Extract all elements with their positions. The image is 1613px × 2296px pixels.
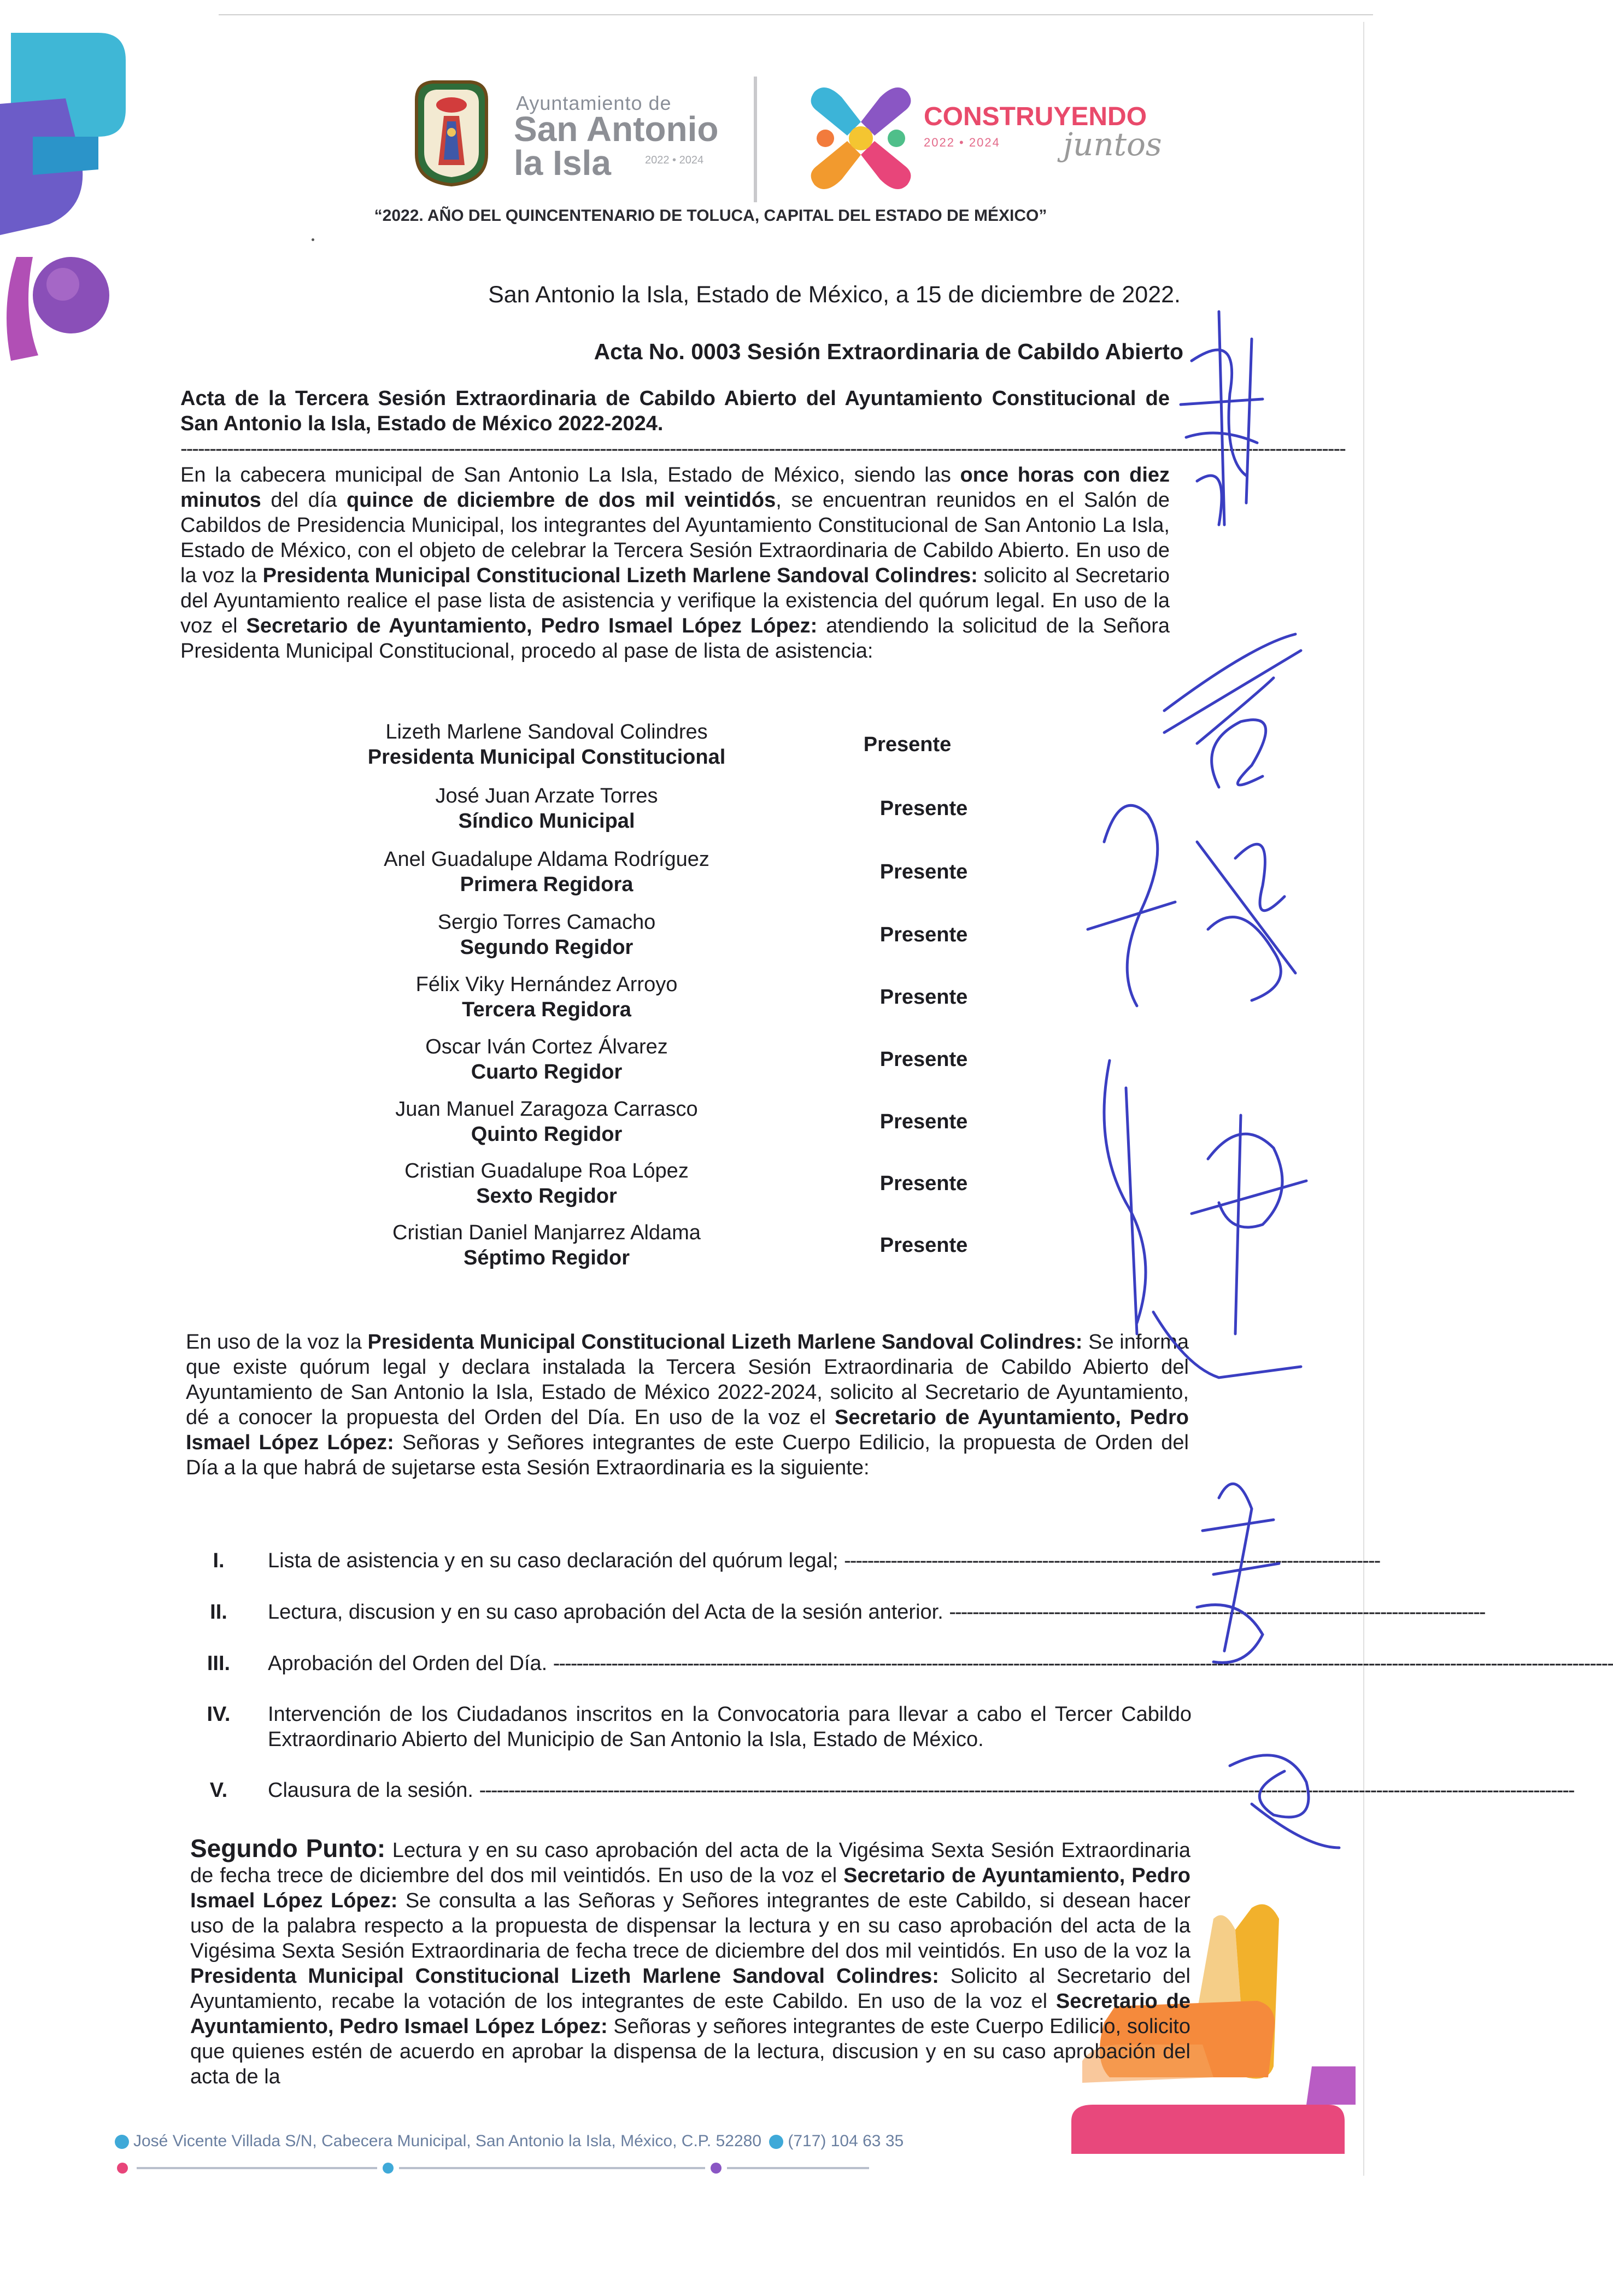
member-name: Sergio Torres Camacho: [437, 911, 656, 934]
campaign-script: juntos: [1063, 126, 1162, 163]
opening-paragraph: [180, 462, 1170, 664]
second-point-text-4: Señoras y señores integrantes de este Cuerpo Edilicio, solicito que quienes estén de acuerdo en aprobar la dispensa de la lectura, discusion y en su caso aprobación del acta de la: [190, 2015, 1190, 2088]
member-role: Segundo Regidor: [460, 936, 634, 959]
member-role: Tercera Regidora: [462, 998, 631, 1021]
agenda-text: Lectura, discusion y en su caso aprobación del Acta de la sesión anterior.: [268, 1601, 943, 1624]
date-line: San Antonio la Isla, Estado de México, a 15 de diciembre de 2022.: [488, 282, 1181, 308]
quorum-paragraph: [186, 1329, 1189, 1480]
member-name: Cristian Guadalupe Roa López: [404, 1159, 689, 1182]
attendance-row: [306, 720, 1017, 775]
attendance-status: Presente: [879, 797, 968, 820]
president-mention: Presidenta Municipal Constitucional Lizeth Marlene Sandoval Colindres:: [367, 1331, 1083, 1354]
opening-text-3: , se encuentran reunidos en el Salón de Cabildos de Presidencia Municipal, los integrantes del Ayuntamiento Constitucional de San Antonio La Isla, Estado de México, con el objeto de celebrar la Tercera Sesión Extraordinaria de Cabildo Abierto. En uso de la voz la: [180, 489, 1170, 587]
quorum-text-3: Señoras y Señores integrantes de este Cuerpo Edilicio, la propuesta de Orden del Día a la que habrá de sujetarse esta Sesión Extraordinaria es la siguiente:: [186, 1431, 1189, 1479]
attendance-row: [306, 784, 1017, 839]
municipality-name-line2: la Isla: [514, 143, 611, 183]
agenda-text: Intervención de los Ciudadanos inscritos en la Convocatoria para llevar a cabo el Tercer Cabildo Extraordinario Abierto del Municipio de San Antonio la Isla, Estado de México.: [268, 1703, 1192, 1751]
member-name: Cristian Daniel Manjarrez Aldama: [392, 1221, 701, 1244]
agenda-text-wrap: [268, 1548, 1380, 1573]
attendance-status: Presente: [879, 1110, 968, 1133]
agenda-number: II.: [210, 1601, 227, 1624]
member-name: José Juan Arzate Torres: [435, 784, 658, 807]
attendance-row: [306, 973, 1017, 1027]
act-number: Acta No. 0003 Sesión Extraordinaria de Cabildo Abierto: [594, 339, 1183, 364]
attendance-row: [306, 1035, 1017, 1090]
campaign-years: 2022 • 2024: [924, 136, 1000, 149]
second-point-text-3: Solicito al Secretario del Ayuntamiento, recabe la votación de los integrantes de este Cabildo. En uso de la voz el: [190, 1965, 1190, 2013]
footer-contact: [115, 2132, 904, 2151]
handwritten-signatures: [1055, 295, 1383, 1990]
municipality-name: [514, 109, 719, 183]
attendance-row: [306, 847, 1017, 902]
dash-fill-line: --------------------------------------------------------------------------------------------------------------------------------------------------------------------------------------------: [479, 1779, 1574, 1802]
member-role: Sexto Regidor: [476, 1185, 617, 1208]
attendance-row: [306, 1159, 1017, 1214]
president-mention: Presidenta Municipal Constitucional Lizeth Marlene Sandoval Colindres:: [190, 1965, 939, 1988]
footer-phone: (717) 104 63 35: [788, 2132, 904, 2150]
ayuntamiento-label: Ayuntamiento de: [516, 92, 672, 114]
attendance-row: [306, 910, 1017, 965]
construyendo-juntos-logo: [803, 81, 918, 196]
second-point-paragraph: [190, 1836, 1190, 2089]
opening-text-1: En la cabecera municipal de San Antonio La Isla, Estado de México, siendo las: [180, 464, 960, 487]
member-role: Quinto Regidor: [471, 1123, 623, 1146]
municipal-seal-logo: [411, 78, 492, 187]
attendance-status: Presente: [863, 733, 952, 756]
act-title-text: Acta de la Tercera Sesión Extraordinaria de Cabildo Abierto del Ayuntamiento Constitucional de San Antonio la Isla, Estado de México 2022-2024.: [180, 387, 1170, 435]
member-name: Lizeth Marlene Sandoval Colindres: [385, 721, 708, 743]
member-role: Presidenta Municipal Constitucional: [367, 746, 726, 769]
agenda-number: I.: [213, 1549, 225, 1572]
left-decorative-graphic: [0, 27, 164, 421]
vertical-microtext: [750, 77, 761, 202]
year-motto: “2022. AÑO DEL QUINCENTENARIO DE TOLUCA, CAPITAL DEL ESTADO DE MÉXICO”: [374, 207, 1047, 225]
agenda-number: IV.: [207, 1703, 231, 1726]
opening-text-4: solicito al Secretario del Ayuntamiento realice el pase lista de asistencia y verifique la existencia del quórum legal. En uso de la voz el: [180, 564, 1170, 637]
agenda-number: III.: [207, 1652, 231, 1675]
member-role: Cuarto Regidor: [471, 1061, 623, 1083]
dash-fill-line: --------------------------------------------------------------------------------------------: [844, 1549, 1380, 1572]
agenda-text: Clausura de la sesión.: [268, 1779, 473, 1802]
footer-address: José Vicente Villada S/N, Cabecera Municipal, San Antonio la Isla, México, C.P. 52280: [133, 2132, 762, 2150]
member-name: Oscar Iván Cortez Álvarez: [425, 1035, 668, 1058]
attendance-row: [306, 1097, 1017, 1152]
footer-cut-off-line: [115, 2159, 989, 2171]
attendance-status: Presente: [879, 1234, 968, 1257]
attendance-status: Presente: [879, 1172, 968, 1195]
secretary-mention: Secretario de Ayuntamiento, Pedro Ismael López López:: [246, 614, 818, 637]
opening-text-2: del día: [261, 489, 347, 512]
opening-time: once horas con diez minutos: [180, 464, 1170, 512]
attendance-status: Presente: [879, 860, 968, 883]
opening-text-5: atendiendo la solicitud de la Señora Presidenta Municipal Constitucional, procedo al pase de lista de asistencia:: [180, 614, 1170, 663]
member-role: Primera Regidora: [460, 873, 634, 896]
agenda-text: Aprobación del Orden del Día.: [268, 1652, 548, 1675]
secretary-mention: Secretario de Ayuntamiento, Pedro Ismael López López:: [190, 1864, 1190, 1912]
member-name: Anel Guadalupe Aldama Rodríguez: [384, 848, 709, 871]
attendance-row: [306, 1221, 1017, 1275]
phone-icon: [769, 2135, 783, 2149]
dash-fill-line: --------------------------------------------------------------------------------------------------------------------------------------------------------------------------------------------------------: [180, 437, 1345, 460]
quorum-text-2: Se informa que existe quórum legal y declara instalada la Tercera Sesión Extraordinaria de Cabildo Abierto del Ayuntamiento de San Antonio la Isla, Estado de México 2022-2024, solicito al Secretario de Ayuntamiento, dé a conocer la propuesta del Orden del Día. En uso de la voz el: [186, 1331, 1189, 1429]
second-point-text-2: Se consulta a las Señoras y Señores integrantes de este Cabildo, si desean hacer uso de la palabra respecto a la propuesta de dispensar la lectura y en su caso aprobación del acta de la Vigésima Sexta Sesión Extraordinaria de fecha trece de diciembre del dos mil veintidós. En uso de la voz la: [190, 1889, 1190, 1963]
member-role: Síndico Municipal: [458, 810, 635, 833]
attendance-status: Presente: [879, 1048, 968, 1071]
dash-fill-line: --------------------------------------------------------------------------------------------------------------------------------------------------------------------------------------: [553, 1652, 1613, 1675]
member-role: Séptimo Regidor: [463, 1246, 630, 1269]
campaign-title: CONSTRUYENDO: [924, 102, 1147, 131]
quorum-text-1: En uso de la voz la: [186, 1331, 368, 1354]
agenda-text: Lista de asistencia y en su caso declaración del quórum legal;: [268, 1549, 838, 1572]
attendance-status: Presente: [879, 986, 968, 1009]
second-point-text-1: Lectura y en su caso aprobación del acta de la Vigésima Sexta Sesión Extraordinaria de fecha trece de diciembre del dos mil veintidós. En uso de la voz el: [190, 1839, 1190, 1887]
act-title-paragraph: [180, 386, 1345, 461]
municipality-name-line1: San Antonio: [514, 109, 719, 149]
secretary-mention: Secretario de Ayuntamiento, Pedro Ismael López López:: [190, 1990, 1190, 2038]
president-mention: Presidenta Municipal Constitucional Lizeth Marlene Sandoval Colindres:: [262, 564, 978, 587]
dash-fill-line: --------------------------------------------------------------------------------------------: [949, 1601, 1485, 1624]
secretary-mention: Secretario de Ayuntamiento, Pedro Ismael López López:: [186, 1406, 1189, 1454]
stray-dot: [312, 238, 314, 241]
agenda-text-wrap: [268, 1600, 1485, 1625]
second-point-heading: Segundo Punto:: [190, 1834, 386, 1862]
attendance-status: Presente: [879, 923, 968, 946]
location-icon: [115, 2135, 129, 2149]
member-name: Juan Manuel Zaragoza Carrasco: [395, 1098, 698, 1121]
top-rule: [219, 14, 1373, 15]
agenda-number: V.: [209, 1779, 228, 1802]
agenda-text-wrap: [268, 1778, 1574, 1803]
administration-years: 2022 • 2024: [645, 154, 704, 166]
opening-date: quince de diciembre de dos mil veintidós: [346, 489, 776, 512]
agenda-text-wrap: [268, 1651, 1613, 1676]
member-name: Félix Viky Hernández Arroyo: [415, 973, 678, 996]
